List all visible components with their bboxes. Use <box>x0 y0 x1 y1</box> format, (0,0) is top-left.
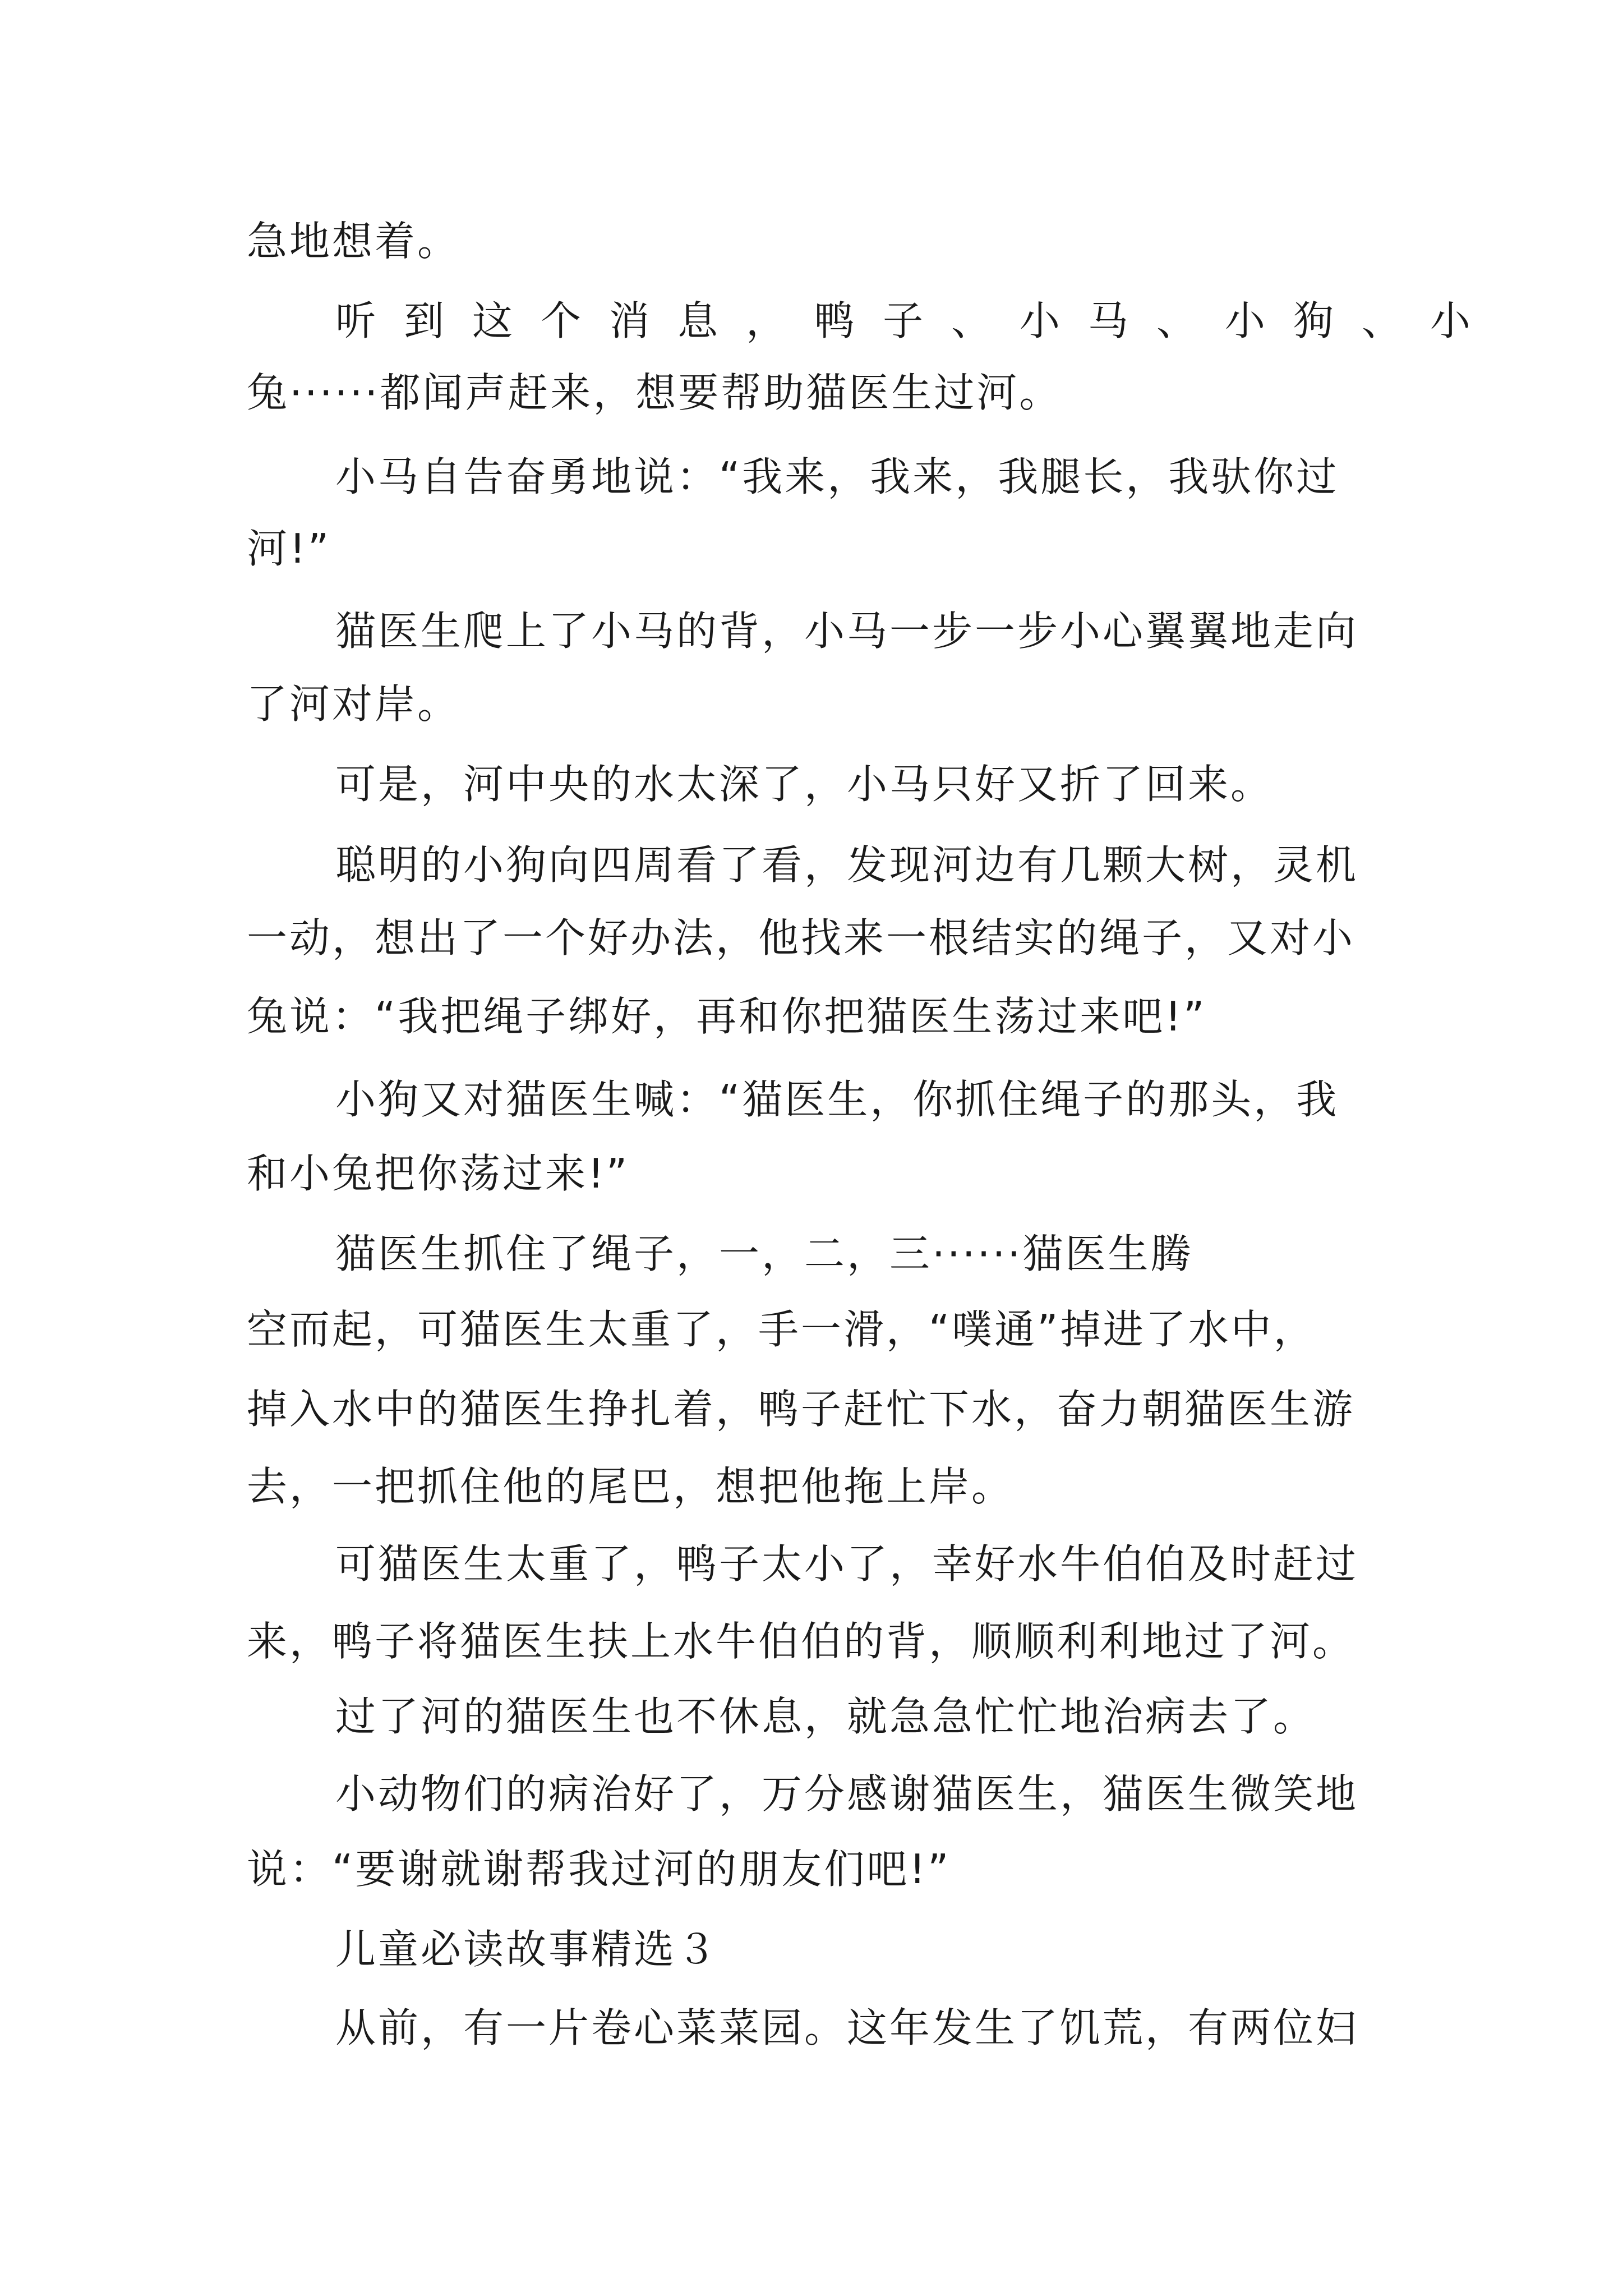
text-line: 空而起，可猫医生太重了，手一滑，“噗通”掉进了水中， <box>247 1306 1316 1353</box>
text-line: 可猫医生太重了，鸭子太小了，幸好水牛伯伯及时赶过 <box>335 1540 1359 1588</box>
text-line: 了河对岸。 <box>247 680 460 728</box>
text-line: 来，鸭子将猫医生扶上水牛伯伯的背，顺顺利利地过了河。 <box>247 1618 1355 1665</box>
text-line: 猫医生抓住了绳子，一，二，三······猫医生腾 <box>335 1230 1193 1277</box>
text-line: 兔说：“我把绳子绑好，再和你把猫医生荡过来吧!” <box>247 993 1207 1040</box>
text-line: 小动物们的病治好了，万分感谢猫医生，猫医生微笑地 <box>335 1770 1359 1818</box>
text-line: 说：“要谢就谢帮我过河的朋友们吧!” <box>247 1846 951 1893</box>
text-line: 急地想着。 <box>247 218 460 265</box>
text-line: 聪明的小狗向四周看了看，发现河边有几颗大树，灵机 <box>335 841 1359 889</box>
text-line: 过了河的猫医生也不休息，就急急忙忙地治病去了。 <box>335 1693 1316 1740</box>
text-line: 河!” <box>247 525 331 572</box>
text-line: 小马自告奋勇地说：“我来，我来，我腿长，我驮你过 <box>335 453 1339 500</box>
text-line: 小狗又对猫医生喊：“猫医生，你抓住绳子的那头，我 <box>335 1076 1339 1123</box>
text-line: 可是，河中央的水太深了，小马只好又折了回来。 <box>335 761 1274 808</box>
text-line: 一动，想出了一个好办法，他找来一根结实的绳子，又对小 <box>247 914 1355 961</box>
text-line: 和小兔把你荡过来!” <box>247 1150 630 1197</box>
text-line: 兔······都闻声赶来，想要帮助猫医生过河。 <box>247 369 1062 416</box>
section-heading: 儿童必读故事精选３ <box>335 1926 720 1973</box>
text-line: 从前，有一片卷心菜菜园。这年发生了饥荒，有两位妇 <box>335 2004 1359 2051</box>
text-line: 猫医生爬上了小马的背，小马一步一步小心翼翼地走向 <box>335 608 1359 655</box>
text-line: 听到这个消息，鸭子、小马、小狗、小 <box>335 297 1499 344</box>
text-line: 掉入水中的猫医生挣扎着，鸭子赶忙下水，奋力朝猫医生游 <box>247 1386 1355 1433</box>
text-line: 去，一把抓住他的尾巴，想把他拖上岸。 <box>247 1463 1015 1510</box>
